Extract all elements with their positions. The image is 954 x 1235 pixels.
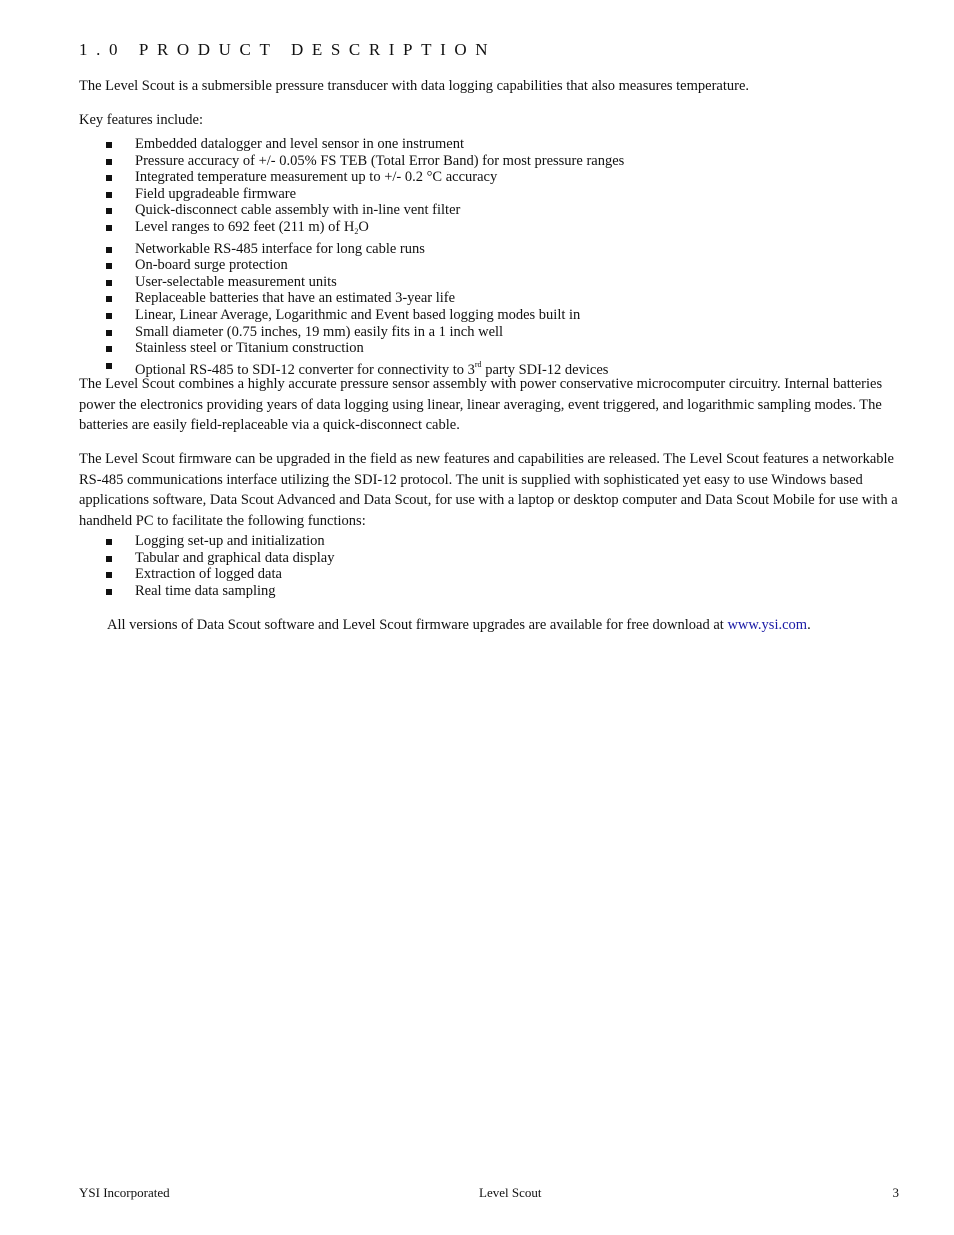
feature-item: [79, 257, 624, 274]
bullet-square-icon: [106, 556, 112, 562]
footer-page-number: 3: [892, 1185, 899, 1200]
feature-item-text: User-selectable measurement units: [135, 273, 337, 290]
function-item-text: Real time data sampling: [135, 582, 276, 599]
intro-paragraph: The Level Scout is a submersible pressure transducer with data logging capabilities that also measures temperature.: [79, 78, 750, 94]
features-list: [79, 136, 624, 378]
feature-item: [79, 153, 624, 170]
feature-item-text: On-board surge protection: [135, 257, 288, 274]
feature-item: [79, 136, 624, 153]
feature-item-text-end: party SDI-12 devices: [481, 361, 609, 378]
ysi-website-link[interactable]: www.ysi.com: [727, 617, 808, 633]
feature-item: [79, 202, 624, 219]
description-paragraph-2: The Level Scout firmware can be upgraded in the field as new features and capabilities are released. The Level Scout features a networkable RS-485 communications interface utilizing the SDI-12 protocol. The unit is supplied with sophisticated yet easy to use Windows based applications software, Data Scout Advanced and Data Scout, for use with a laptop or desktop computer and Data Scout Mobile for use with a handheld PC to facilitate the following functions:: [79, 451, 898, 529]
feature-item-text: Linear, Linear Average, Logarithmic and Event based logging modes built in: [135, 306, 581, 323]
feature-item-text: Small diameter (0.75 inches, 19 mm) easily fits in a 1 inch well: [135, 323, 504, 340]
feature-item: [79, 219, 624, 241]
footer-company: YSI Incorporated: [79, 1185, 170, 1200]
subscript: 2: [354, 226, 359, 236]
function-item: [79, 550, 335, 567]
bullet-square-icon: [106, 247, 112, 253]
bullet-square-icon: [106, 313, 112, 319]
feature-item-text: Optional RS-485 to SDI-12 converter for connectivity to 3: [135, 361, 475, 378]
superscript: rd: [474, 359, 482, 369]
feature-item: [79, 324, 624, 341]
section-heading: 1.0 PRODUCT DESCRIPTION: [79, 40, 497, 59]
function-item-text: Logging set-up and initialization: [135, 533, 325, 549]
feature-item: [79, 340, 624, 357]
footer-product: Level Scout: [479, 1185, 542, 1200]
feature-item-text: Networkable RS-485 interface for long cable runs: [135, 240, 425, 257]
feature-item: [79, 241, 624, 258]
feature-item-text: Pressure accuracy of +/- 0.05% FS TEB (Total Error Band) for most pressure ranges: [135, 152, 625, 169]
page-footer: [79, 1185, 899, 1203]
feature-item: [79, 290, 624, 307]
bullet-square-icon: [106, 225, 112, 231]
function-item: [79, 533, 335, 550]
bullet-square-icon: [106, 142, 112, 148]
feature-item: [79, 186, 624, 203]
bullet-square-icon: [106, 208, 112, 214]
functions-list: [79, 533, 335, 599]
bullet-square-icon: [106, 159, 112, 165]
feature-item-text: Quick-disconnect cable assembly with in-line vent filter: [135, 202, 461, 219]
function-item-text: Extraction of logged data: [135, 566, 282, 583]
function-item-text: Tabular and graphical data display: [135, 549, 335, 566]
bullet-square-icon: [106, 363, 112, 369]
feature-item-text: Stainless steel or Titanium construction: [135, 340, 364, 357]
feature-item-text-end: O: [358, 218, 369, 235]
description-paragraph-1: The Level Scout combines a highly accurate pressure sensor assembly with power conservative microcomputer circuitry. Internal batteries power the electronics providing years of data logging using linear, linear averaging, event triggered, and logarithmic sampling modes. The batteries are easily field-replaceable via a quick-disconnect cable.: [79, 376, 883, 433]
bullet-square-icon: [106, 296, 112, 302]
bullet-square-icon: [106, 589, 112, 595]
bullet-square-icon: [106, 346, 112, 352]
features-intro: Key features include:: [79, 112, 204, 128]
download-note: [107, 616, 907, 635]
bullet-square-icon: [106, 539, 112, 545]
bullet-square-icon: [106, 572, 112, 578]
bullet-square-icon: [106, 263, 112, 269]
feature-item: [79, 169, 624, 186]
bullet-square-icon: [106, 280, 112, 286]
feature-item: [79, 307, 624, 324]
function-item: [79, 583, 335, 600]
function-item: [79, 566, 335, 583]
feature-item-text: Embedded datalogger and level sensor in one instrument: [135, 136, 464, 152]
feature-item-text: Integrated temperature measurement up to +/- 0.2 °C accuracy: [135, 169, 498, 186]
download-note-text: All versions of Data Scout software and Level Scout firmware upgrades are available for free download at: [107, 617, 728, 633]
bullet-square-icon: [106, 192, 112, 198]
feature-item-text: Field upgradeable firmware: [135, 185, 297, 202]
bullet-square-icon: [106, 175, 112, 181]
feature-item-text: Replaceable batteries that have an estimated 3-year life: [135, 290, 456, 307]
feature-item: [79, 274, 624, 291]
feature-item-text: Level ranges to 692 feet (211 m) of H: [135, 218, 355, 235]
download-note-suffix: .: [807, 617, 811, 633]
bullet-square-icon: [106, 330, 112, 336]
